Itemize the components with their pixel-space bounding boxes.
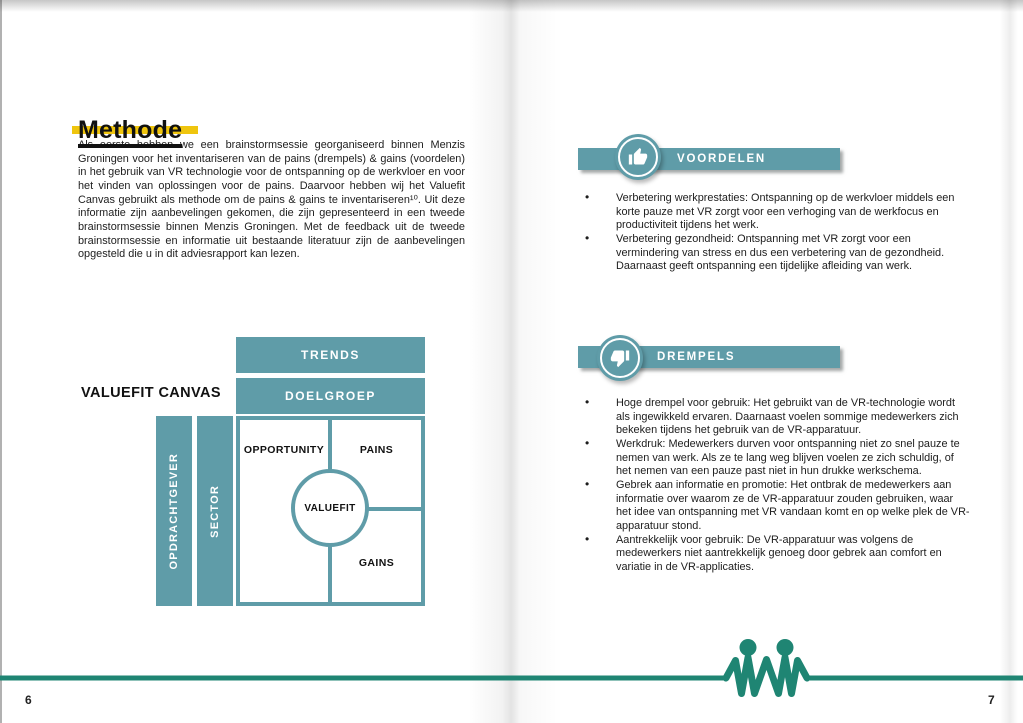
list-item <box>583 435 971 479</box>
voordelen-badge <box>615 134 661 180</box>
opdrachtgever-bar <box>156 416 192 606</box>
diagram-title: VALUEFIT CANVAS <box>81 385 221 401</box>
bullet-icon: • <box>585 531 590 546</box>
left-edge-border <box>0 0 2 723</box>
thumbs-up-icon <box>618 137 658 177</box>
page-title: Methode <box>78 118 182 148</box>
bullet-icon: • <box>585 190 590 204</box>
list-item <box>583 230 967 274</box>
list-item-text: Aantrekkelijk voor gebruik: De VR-apparatuur was volgens de medewerkers niet aantrekkelijk genoeg door gebrek aan comfort en variatie in de VR-applicaties. <box>616 533 942 573</box>
list-item-text: Verbetering gezondheid: Ontspanning met VR zorgt voor een vermindering van stress en dus een verbetering van de gezondheid. Daarnaast geeft ontspanning een tijdelijke afleiding van werk. <box>616 232 945 273</box>
voordelen-list <box>583 192 967 274</box>
intro-paragraph: Als eerste hebben we een brainstormsessie georganiseerd binnen Menzis Groningen voor het inventariseren van de pains (drempels) & gains (voordelen) in het gebruik van VR technologie voor de ontspanning op de werkvloer en voor het vinden van oplossingen voor de pains. Daarvoor hebben wij het Valuefit Canvas gebruikt als methode om de pains & gains te inventariseren¹⁰. Uit deze informatie zijn aanbevelingen gekomen, die zijn gepresenteerd in een tweede brainstormsessie binnen Menzis Groningen. Met de feedback uit de tweede brainstormsessie en informatie uit bestaande literatuur zijn de aanbevelingen opgesteld die u in dit adviesrapport kan lezen. <box>78 139 465 261</box>
menzis-heartbeat-logo <box>0 630 1023 723</box>
doelgroep-bar <box>236 378 425 414</box>
list-item <box>583 192 967 233</box>
list-item-text: Verbetering werkprestaties: Ontspanning op de werkvloer middels een korte pauze met VR zorgt voor een verhoging van de werkfocus en productiviteit tijdens het werk. <box>616 192 955 232</box>
gains-label: GAINS <box>358 557 395 569</box>
trends-bar <box>236 337 425 373</box>
sector-label: SECTOR <box>209 484 221 538</box>
bullet-icon: • <box>585 230 590 245</box>
pains-label: PAINS <box>359 444 394 456</box>
bullet-icon: • <box>585 435 590 450</box>
list-item <box>583 476 971 534</box>
opdrachtgever-label: OPDRACHTGEVER <box>168 452 180 570</box>
page-number-left: 6 <box>25 693 32 707</box>
bullet-icon: • <box>585 476 590 491</box>
drempels-title: DREMPELS <box>657 351 736 363</box>
drempels-badge <box>597 335 643 381</box>
thumbs-down-icon <box>600 338 640 378</box>
sector-bar <box>197 416 233 606</box>
list-item <box>583 531 971 575</box>
list-item <box>583 397 971 438</box>
list-item-text: Gebrek aan informatie en promotie: Het ontbrak de medewerkers aan informatie over waarom ze de VR-apparatuur zouden gebruiken, waar het idee van ontspanning met VR vandaan komt en op welke plek de VR-apparatuur stond. <box>616 478 970 532</box>
opportunity-label: OPPORTUNITY <box>243 444 325 456</box>
right-edge-shadow <box>1000 0 1018 723</box>
drempels-list <box>583 397 971 575</box>
list-item-text: Werkdruk: Medewerkers durven voor ontspanning niet zo snel pauze te nemen van werk. Als ze te lang weg blijven voelen ze zich schuldig, of het nemen van een pauze past niet in hun drukke werkschema. <box>616 437 960 478</box>
page-number-right: 7 <box>988 693 995 707</box>
bullet-icon: • <box>585 395 590 409</box>
voordelen-title: VOORDELEN <box>677 153 767 165</box>
doelgroep-label: DOELGROEP <box>284 389 377 403</box>
valuefit-circle: VALUEFIT <box>291 469 369 547</box>
list-item-text: Hoge drempel voor gebruik: Het gebruikt van de VR-technologie wordt als ingewikkeld ervaren. Daarnaast voelen sommige medewerkers zich bekeken tijdens het gebruik van de VR-apparatuur. <box>616 397 959 437</box>
page-fold-shadow <box>468 0 558 723</box>
trends-label: TRENDS <box>301 348 360 362</box>
